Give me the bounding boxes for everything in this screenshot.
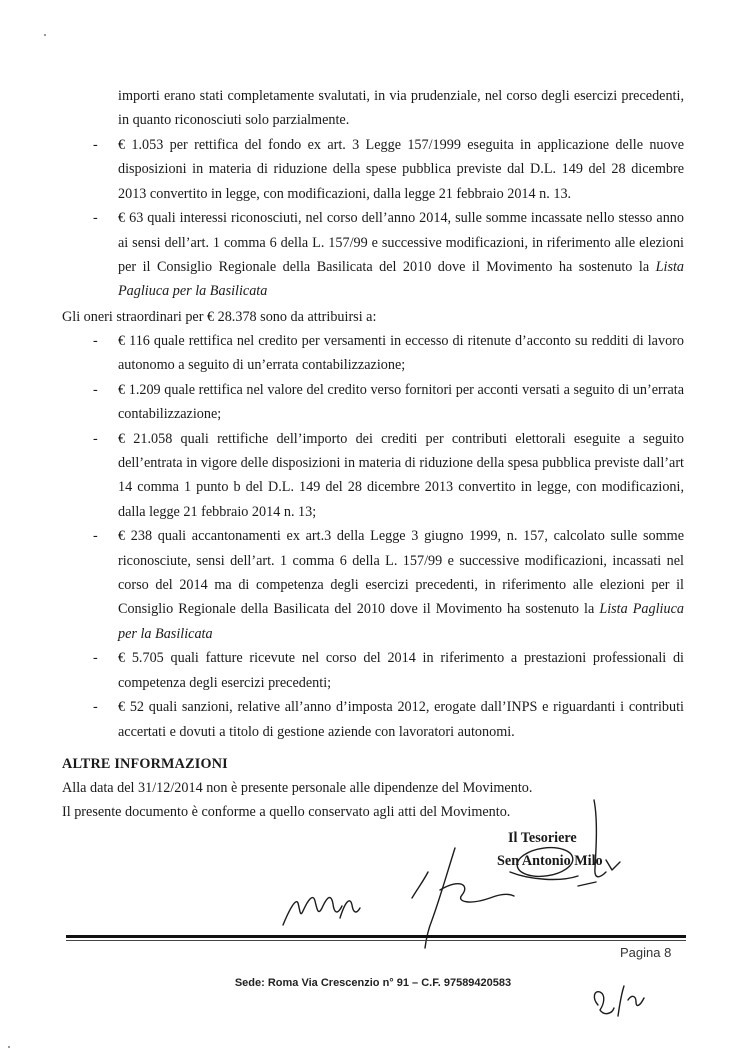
list-item: - € 238 quali accantonamenti ex art.3 della Legge 3 giugno 1999, n. 157, calcolato sulle somme riconosciute, sensi dell’art. 1 comma 6 della L. 157/99 e successive modificazioni, incassati nel corso del 2014 ma di competenza degli esercizi precedenti, in riferimento alle elezioni per il Consiglio Regionale della Basilicata del 2010 dove il Movimento ha sostenuto la Lista Pagliuca per la Basilicata	[118, 524, 684, 646]
continuation-paragraph: importi erano stati completamente svalutati, in via prudenziale, nel corso degli esercizi precedenti, in quanto riconosciuti solo parzialmente.	[118, 88, 684, 129]
list-item: - € 52 quali sanzioni, relative all’anno d’imposta 2012, erogate dall’INPS e riguardanti i contributi accertati e dovuti a titolo di gestione aziende con lavoratori autonomi.	[118, 695, 684, 744]
signature-loop	[515, 844, 574, 880]
list-item: - € 5.705 quali fatture ricevute nel corso del 2014 in riferimento a prestazioni professionali di competenza degli esercizi precedenti;	[118, 646, 684, 695]
signature-stroke	[606, 860, 620, 870]
signature-stroke	[594, 992, 614, 1014]
signatory-title: Il Tesoriere	[508, 830, 577, 846]
list-item: - € 116 quale rettifica nel credito per versamenti in eccesso di ritenute d’acconto su redditi di lavoro autonomo a seguito di un’errata contabilizzazione;	[118, 329, 684, 378]
page-number: Pagina 8	[620, 945, 672, 960]
list-item: - € 21.058 quali rettifiche dell’importo dei crediti per contributi elettorali eseguite a seguito dell’entrata in vigore delle disposizioni in materia di riduzione della spesa pubblica previste dall’art 14 comma 1 punto b del D.L. 149 del 28 dicembre 2013 convertito in legge, con modificazioni, dalla legge 21 febbraio 2014 n. 13;	[118, 427, 684, 525]
list-item: - € 63 quali interessi riconosciuti, nel corso dell’anno 2014, sulle somme incassate nello stesso anno ai sensi dell’art. 1 comma 6 della L. 157/99 e successive modificazioni, in riferimento alle elezioni per il Consiglio Regionale della Basilicata del 2010 dove il Movimento ha sostenuto la Lista Pagliuca per la Basilicata	[118, 206, 684, 304]
oneri-intro: Gli oneri straordinari per € 28.378 sono da attribuirsi a:	[62, 309, 377, 325]
signature-stroke	[340, 901, 360, 918]
footer-rule-thin	[66, 940, 686, 941]
info-line: Il presente documento è conforme a quello conservato agli atti del Movimento.	[62, 804, 511, 820]
signature-stroke	[425, 848, 455, 948]
signature-stroke	[578, 882, 596, 886]
section-heading: ALTRE INFORMAZIONI	[62, 756, 228, 772]
list-item: - € 1.209 quale rettifica nel valore del credito verso fornitori per acconti versati a seguito di un’errata contabilizzazione;	[118, 378, 684, 427]
footer-address: Sede: Roma Via Crescenzio n° 91 – C.F. 97589420583	[234, 977, 512, 989]
footer-rule	[66, 935, 686, 938]
list-item: - € 1.053 per rettifica del fondo ex art. 3 Legge 157/1999 eseguita in applicazione delle nuove disposizioni in materia di riduzione della spese pubblica previste dal D.L. 149 del 28 dicembre 2013 convertito in legge, con modificazioni, dalla legge 21 febbraio 2014 n. 13.	[118, 133, 684, 206]
signature-stroke	[283, 897, 342, 925]
info-line: Alla data del 31/12/2014 non è presente personale alle dipendenze del Movimento.	[62, 780, 533, 796]
signature-stroke	[594, 800, 606, 877]
signatory-name: Sen Antonio Milo	[497, 853, 603, 869]
signature-stroke	[628, 996, 644, 1005]
signature-stroke	[412, 872, 428, 898]
signature-stroke	[440, 884, 514, 902]
